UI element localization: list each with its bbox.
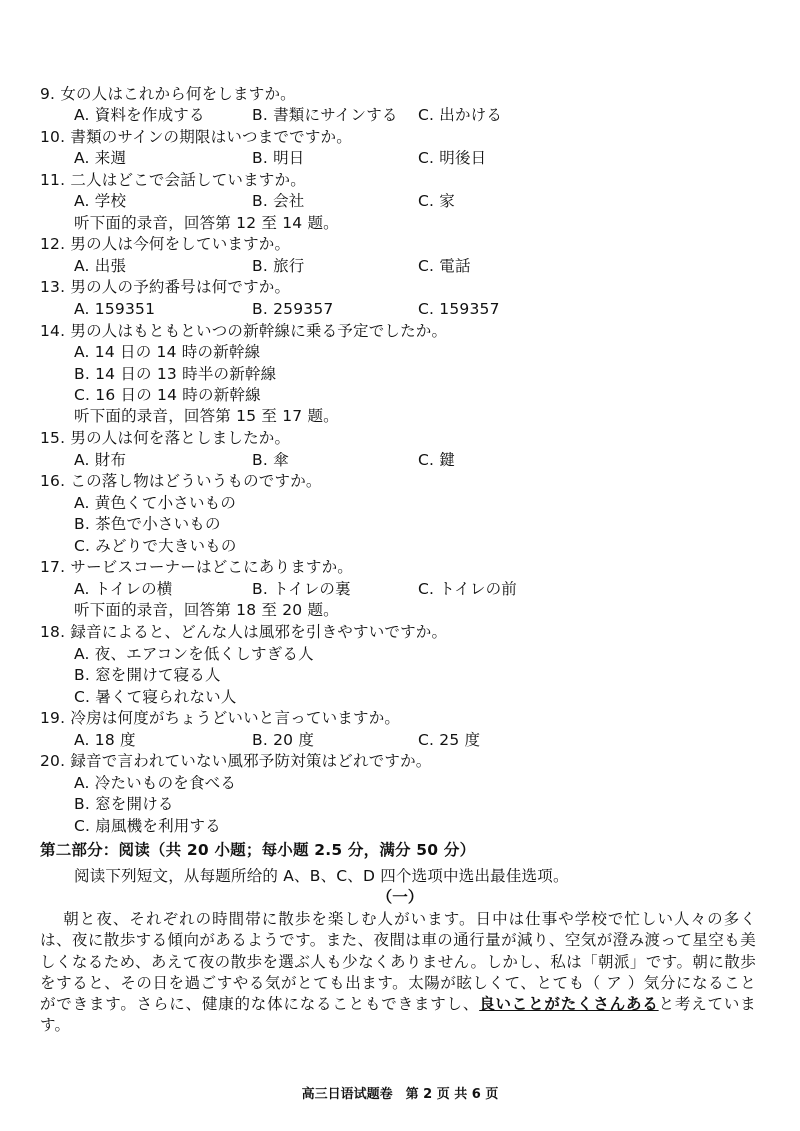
question-20-option-c: C. 扇風機を利用する [74, 817, 221, 835]
question-10-option-a: A. 来週 [74, 149, 127, 167]
passage-text-end: と考えています。 [40, 995, 756, 1035]
question-17-option-a: A. トイレの横 [74, 580, 173, 598]
reading-passage [40, 909, 756, 1037]
part2-heading: 第二部分：阅读（共 20 小题；每小题 2.5 分，满分 50 分） [40, 841, 476, 859]
question-15-option-c: C. 鍵 [418, 451, 455, 469]
question-18-option-c: C. 暑くて寝られない人 [74, 688, 237, 706]
question-19-stem: 19. 冷房は何度がちょうどいいと言っていますか。 [40, 709, 401, 727]
question-17-option-b: B. トイレの裏 [252, 580, 351, 598]
section-number: （一） [376, 888, 424, 906]
question-18-stem: 18. 録音によると、どんな人は風邪を引きやすいですか。 [40, 623, 448, 641]
page-footer: 高三日语试题卷 第 2 页 共 6 页 [301, 1087, 499, 1102]
question-14-option-c: C. 16 日の 14 時の新幹線 [74, 386, 261, 404]
question-16-option-a: A. 黄色くて小さいもの [74, 494, 237, 512]
question-9-option-b: B. 書類にサインする [252, 106, 398, 124]
question-19-option-a: A. 18 度 [74, 731, 136, 749]
question-16-option-b: B. 茶色で小さいもの [74, 515, 221, 533]
part2-instruction: 阅读下列短文，从每题所给的 A、B、C、D 四个选项中选出最佳选项。 [74, 867, 569, 885]
question-11-stem: 11. 二人はどこで会話していますか。 [40, 171, 306, 189]
passage-underlined-phrase: 良いことがたくさんある [479, 995, 659, 1014]
question-10-stem: 10. 書類のサインの期限はいつまでですか。 [40, 128, 352, 146]
question-10-option-c: C. 明後日 [418, 149, 487, 167]
question-15-option-a: A. 財布 [74, 451, 127, 469]
question-14-stem: 14. 男の人はもともといつの新幹線に乗る予定でしたか。 [40, 322, 448, 340]
question-20-option-a: A. 冷たいものを食べる [74, 774, 237, 792]
question-12-option-b: B. 旅行 [252, 257, 305, 275]
question-17-option-c: C. トイレの前 [418, 580, 518, 598]
question-16-stem: 16. この落し物はどういうものですか。 [40, 472, 322, 490]
question-11-option-a: A. 学校 [74, 192, 127, 210]
question-19-option-b: B. 20 度 [252, 731, 315, 749]
listening-instruction-15-17: 听下面的录音，回答第 15 至 17 题。 [74, 407, 339, 425]
question-10-option-b: B. 明日 [252, 149, 305, 167]
question-15-option-b: B. 傘 [252, 451, 289, 469]
listening-instruction-12-14: 听下面的录音，回答第 12 至 14 题。 [74, 214, 339, 232]
question-16-option-c: C. みどりで大きいもの [74, 537, 237, 555]
question-9-option-a: A. 資料を作成する [74, 106, 205, 124]
question-9-option-c: C. 出かける [418, 106, 503, 124]
question-11-option-b: B. 会社 [252, 192, 305, 210]
listening-instruction-18-20: 听下面的录音，回答第 18 至 20 题。 [74, 601, 339, 619]
question-20-stem: 20. 録音で言われていない風邪予防対策はどれですか。 [40, 752, 432, 770]
question-13-option-c: C. 159357 [418, 300, 500, 318]
question-9-stem: 9. 女の人はこれから何をしますか。 [40, 85, 296, 103]
question-20-option-b: B. 窓を開ける [74, 795, 174, 813]
question-17-stem: 17. サービスコーナーはどこにありますか。 [40, 558, 354, 576]
question-14-option-b: B. 14 日の 13 時半の新幹線 [74, 365, 277, 383]
question-19-option-c: C. 25 度 [418, 731, 481, 749]
question-14-option-a: A. 14 日の 14 時の新幹線 [74, 343, 261, 361]
question-11-option-c: C. 家 [418, 192, 455, 210]
question-15-stem: 15. 男の人は何を落としましたか。 [40, 429, 291, 447]
question-12-option-a: A. 出張 [74, 257, 127, 275]
question-12-stem: 12. 男の人は今何をしていますか。 [40, 235, 291, 253]
question-13-option-b: B. 259357 [252, 300, 334, 318]
question-18-option-a: A. 夜、エアコンを低くしすぎる人 [74, 645, 314, 663]
question-12-option-c: C. 電話 [418, 257, 471, 275]
question-13-option-a: A. 159351 [74, 300, 156, 318]
question-13-stem: 13. 男の人の予約番号は何ですか。 [40, 278, 291, 296]
passage-text: 朝と夜、それぞれの時間帯に散歩を楽しむ人がいます。日中は仕事や学校で忙しい人々の多くは、夜に散歩する傾向があるようです。また、夜間は車の通行量が減り、空気が澄み渡って星空も美しくなるため、あえて夜の散歩を選ぶ人も少なくありません。しかし、私は「朝派」です。朝に散歩をすると、その日を過ごすやる気がとても出ます。太陽が眩しくて、とても（ ア ）気分になることができます。さらに、健康的な体になることもできますし、 [40, 910, 756, 1014]
question-18-option-b: B. 窓を開けて寝る人 [74, 666, 221, 684]
